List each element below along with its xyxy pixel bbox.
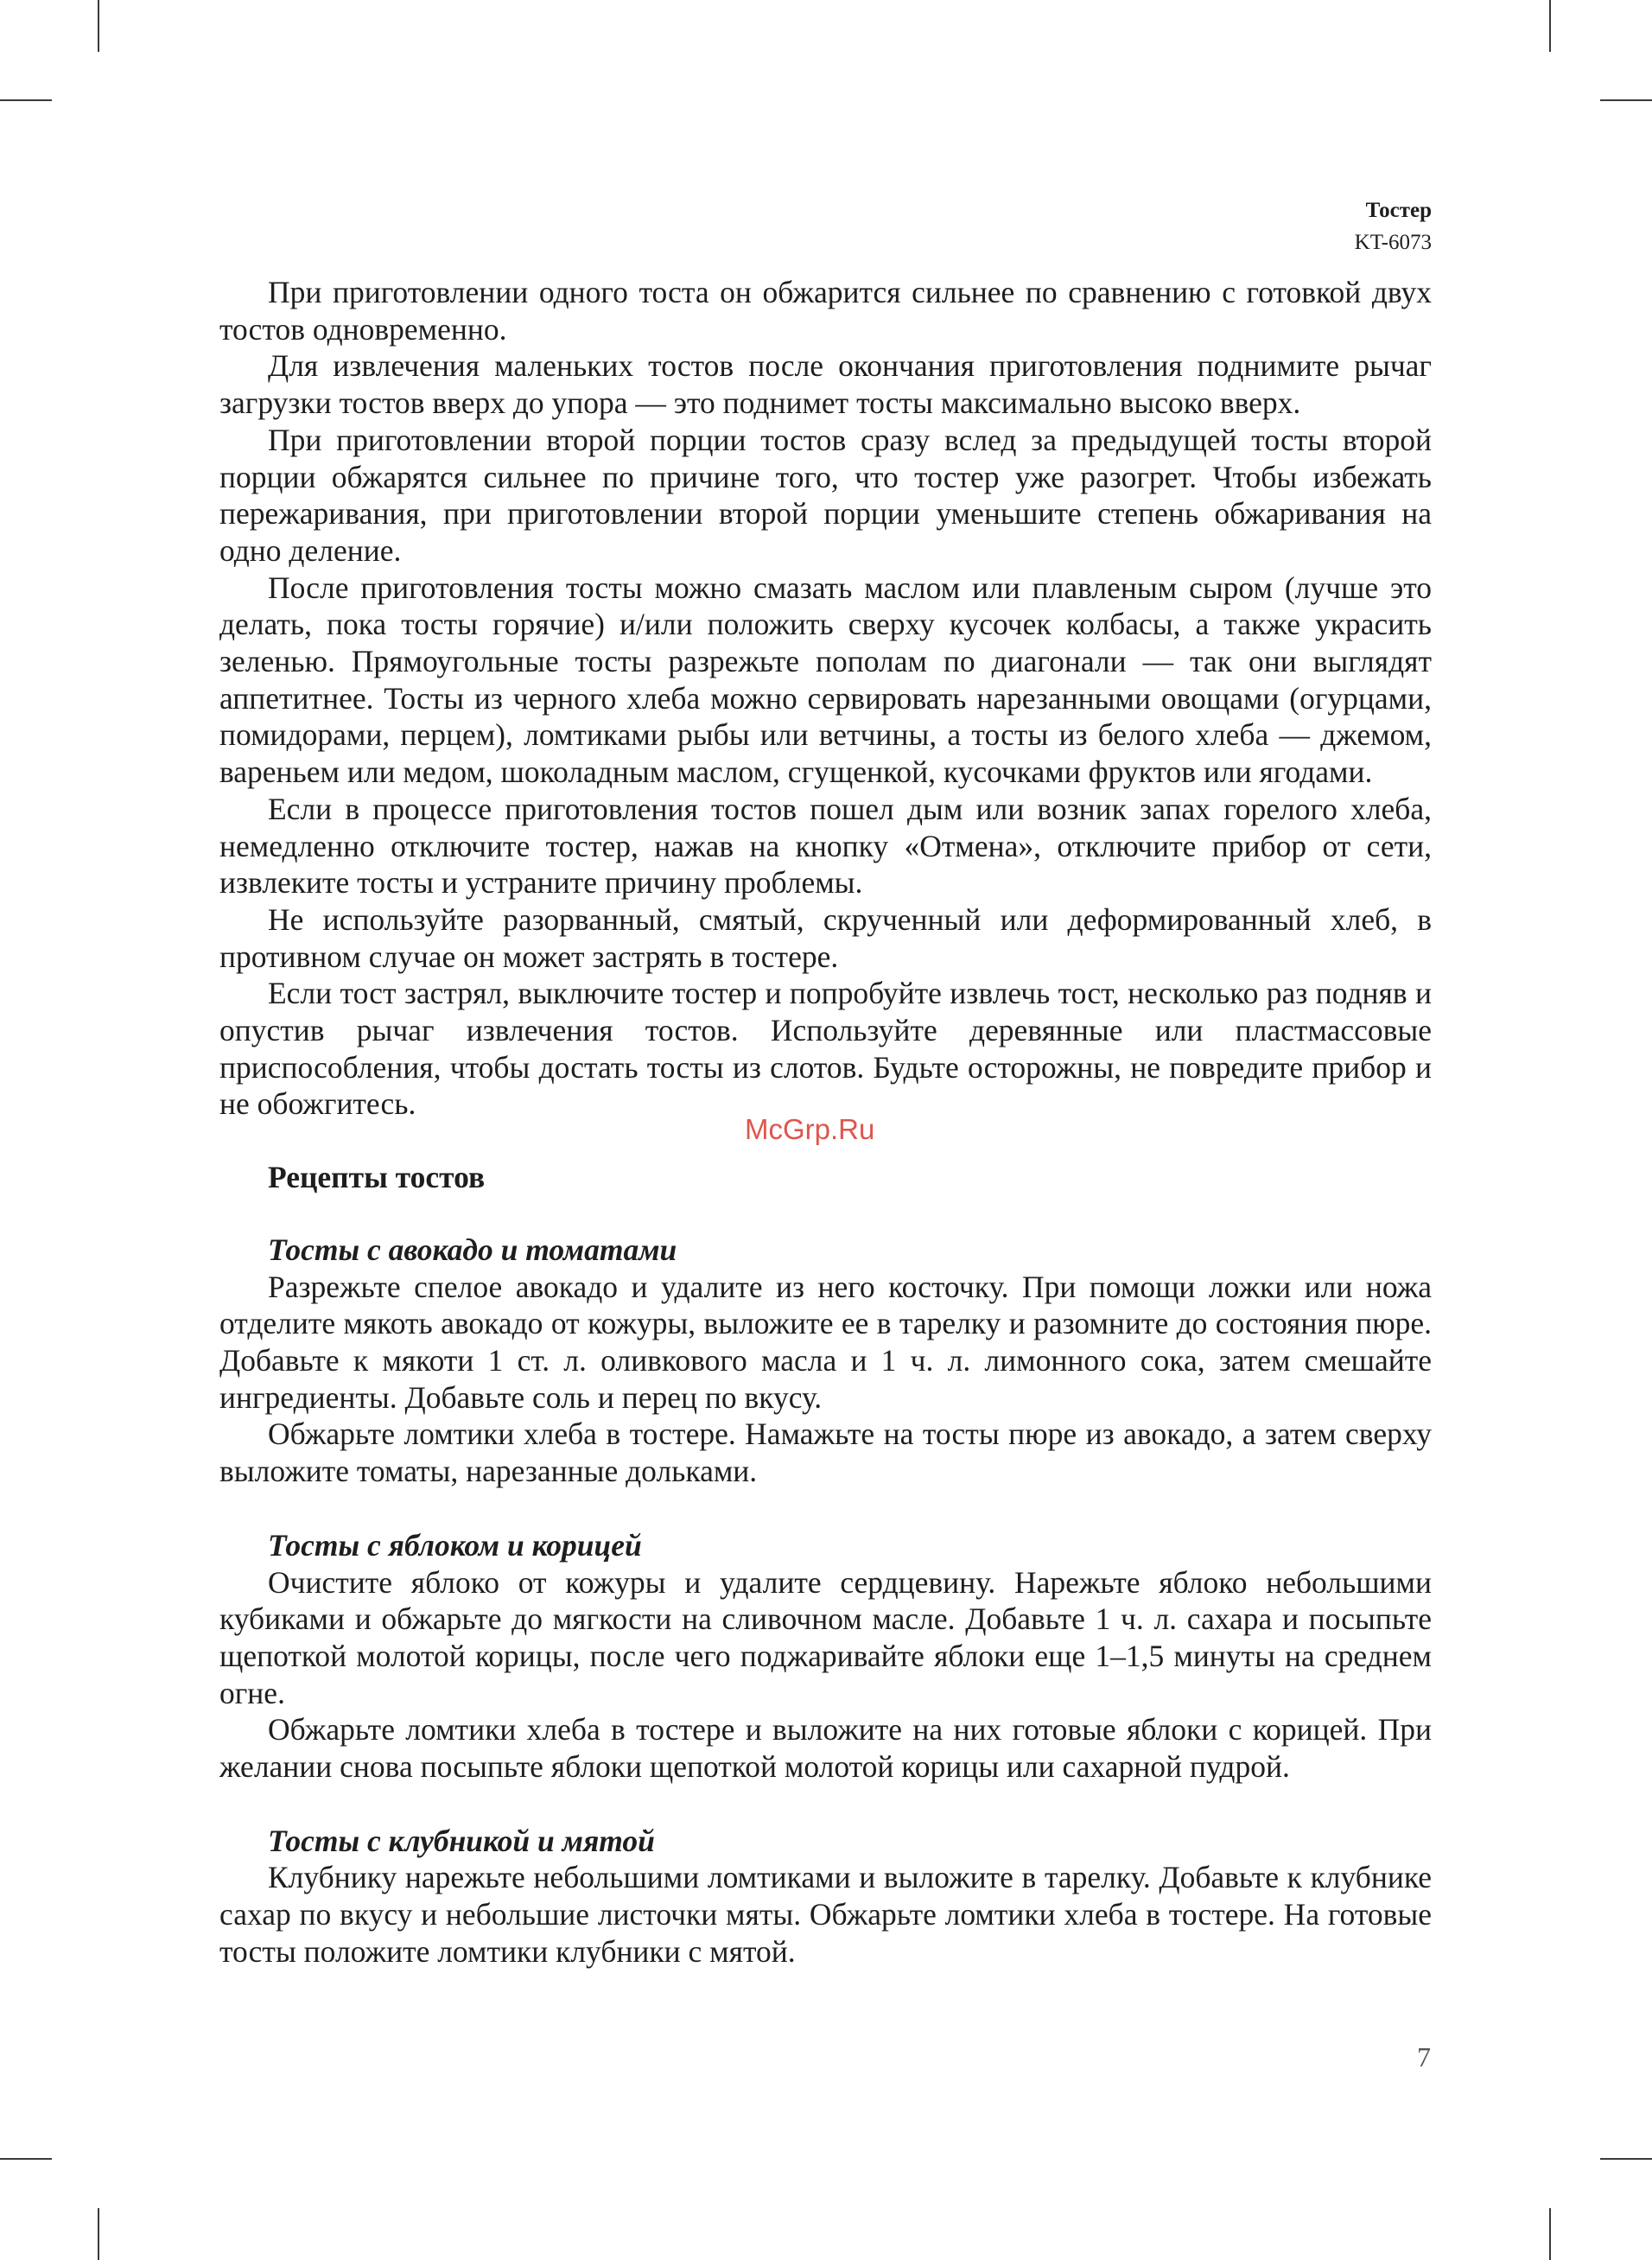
crop-mark — [0, 99, 52, 101]
body-paragraph: Если в процессе приготовления тостов пошел дым или возник запах горелого хлеба, немедленно отключите тостер, нажав на кнопку «Отмена», отключите прибор от сети, извлеките тосты и устраните причину проблемы. — [219, 791, 1432, 901]
crop-mark — [1549, 0, 1551, 52]
section-heading: Рецепты тостов — [268, 1160, 486, 1195]
watermark: McGrp.Ru — [745, 1113, 875, 1145]
crop-mark — [1600, 99, 1652, 101]
recipe-paragraph: Разрежьте спелое авокадо и удалите из него косточку. При помощи ложки или ножа отделите мякоть авокадо от кожуры, выложите ее в тарелку и разомните до состояния пюре. Добавьте к мякоти 1 ст. л. оливкового масла и 1 ч. л. лимонного сока, затем смешайте ингредиенты. Добавьте соль и перец по вкусу. — [219, 1269, 1432, 1415]
recipe-title: Тосты с клубникой и мятой — [268, 1823, 655, 1858]
crop-mark — [1600, 2158, 1652, 2160]
body-paragraph: При приготовлении одного тоста он обжарится сильнее по сравнению с готовкой двух тостов одновременно. — [219, 275, 1432, 347]
header-title: Тостер — [1365, 199, 1432, 222]
body-paragraph: Если тост застрял, выключите тостер и попробуйте извлечь тост, несколько раз подняв и опустив рычаг извлечения тостов. Используйте деревянные или пластмассовые приспособления, чтобы достать тосты из слотов. Будьте осторожны, не повредите прибор и не обожгитесь. — [219, 976, 1432, 1122]
crop-mark — [0, 2158, 52, 2160]
recipe-paragraph: Обжарьте ломтики хлеба в тостере. Намажьте на тосты пюре из авокадо, а затем сверху выложите томаты, нарезанные дольками. — [219, 1416, 1432, 1489]
recipe-paragraph: Клубнику нарежьте небольшими ломтиками и выложите в тарелку. Добавьте к клубнике сахар по вкусу и небольшие листочки мяты. Обжарьте ломтики хлеба в тостере. На готовые тосты положите ломтики клубники с мятой. — [219, 1860, 1432, 1969]
recipe-paragraph: Обжарьте ломтики хлеба в тостере и выложите на них готовые яблоки с корицей. При желании снова посыпьте яблоки щепоткой молотой корицы или сахарной пудрой. — [219, 1712, 1432, 1785]
crop-mark — [98, 2208, 99, 2260]
body-paragraph: Не используйте разорванный, смятый, скрученный или деформированный хлеб, в противном случае он может застрять в тостере. — [219, 901, 1432, 974]
running-header — [1355, 194, 1432, 258]
crop-mark — [98, 0, 99, 52]
header-model: KT-6073 — [1354, 231, 1432, 254]
recipe-strawberry-mint — [219, 1823, 1432, 1970]
page-number: 7 — [1417, 2041, 1431, 2072]
recipe-apple-cinnamon — [219, 1527, 1432, 1786]
body-paragraph: Для извлечения маленьких тостов после окончания приготовления поднимите рычаг загрузки тостов вверх до упора — это поднимет тосты максимально высоко вверх. — [219, 348, 1432, 421]
recipe-title: Тосты с авокадо и томатами — [268, 1232, 677, 1267]
recipe-avocado — [219, 1232, 1432, 1490]
body-paragraph: При приготовлении второй порции тостов сразу вслед за предыдущей тосты второй порции обжарятся сильнее по причине того, что тостер уже разогрет. Чтобы избежать пережаривания, при приготовлении второй порции уменьшите степень обжаривания на одно деление. — [219, 422, 1432, 568]
recipe-paragraph: Очистите яблоко от кожуры и удалите сердцевину. Нарежьте яблоко небольшими кубиками и обжарьте до мягкости на сливочном масле. Добавьте 1 ч. л. сахара и посыпьте щепоткой молотой корицы, после чего поджаривайте яблоки еще 1–1,5 минуты на среднем огне. — [219, 1564, 1432, 1710]
body-paragraph: После приготовления тосты можно смазать маслом или плавленым сыром (лучше это делать, пока тосты горячие) и/или положить сверху кусочек колбасы, а также украсить зеленью. Прямоугольные тосты разрежьте пополам по диагонали — так они выглядят аппетитнее. Тосты из черного хлеба можно сервировать нарезанными овощами (огурцами, помидорами, перцем), ломтиками рыбы или ветчины, а тосты из белого хлеба — джемом, вареньем или медом, шоколадным маслом, сгущенкой, кусочками фруктов или ягодами. — [219, 570, 1432, 790]
crop-mark — [1549, 2208, 1551, 2260]
recipe-title: Тосты с яблоком и корицей — [268, 1527, 642, 1563]
